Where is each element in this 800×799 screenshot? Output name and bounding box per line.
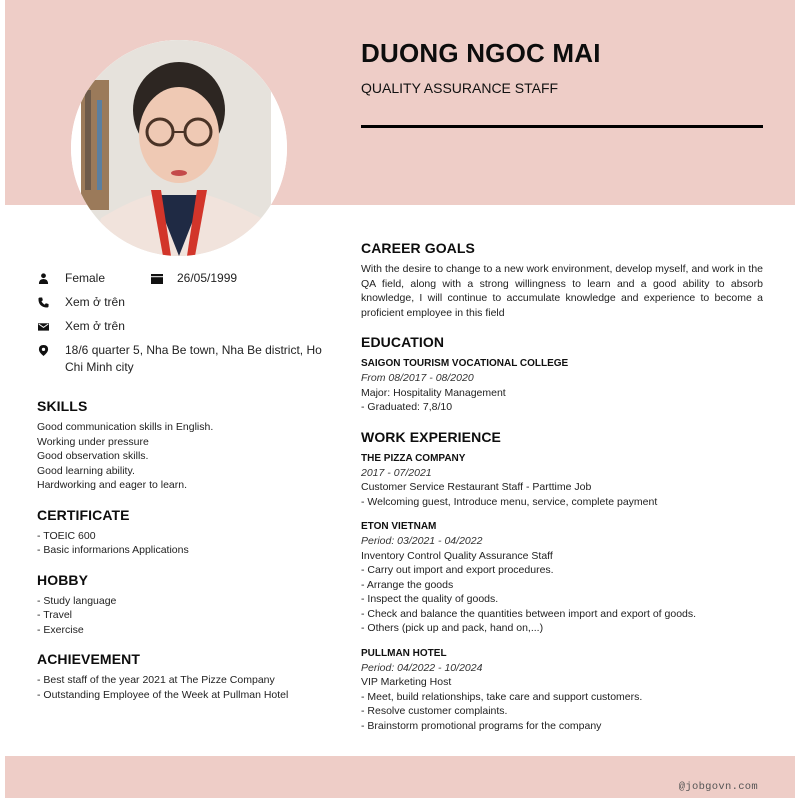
career-goals-text: With the desire to change to a new work environment, develop myself, and work in the QA field, along with a strong willingness to learn and a good ability to absorb knowledge, I will continue to accumulate knowledge and experience to become a proficient employee in this field: [361, 263, 763, 319]
school-name: SAIGON TOURISM VOCATIONAL COLLEGE: [361, 358, 569, 369]
profile-photo-illustration: [71, 40, 287, 256]
education-detail: Major: Hospitality Management: [361, 386, 506, 399]
certificate-section: [37, 507, 327, 558]
right-column: [361, 240, 763, 747]
career-goals-section: [361, 240, 763, 320]
skill-item: Good observation skills.: [37, 450, 149, 462]
hobby-item: - Travel: [37, 609, 73, 621]
contact-email: [37, 318, 327, 335]
work-period: Period: 04/2022 - 10/2024: [361, 661, 483, 674]
skills-heading: SKILLS: [37, 398, 88, 414]
education-heading: EDUCATION: [361, 334, 445, 350]
skills-section: [37, 398, 327, 493]
skill-item: Good communication skills in English.: [37, 421, 214, 433]
work-detail: - Welcoming guest, Introduce menu, service, complete payment: [361, 495, 658, 508]
work-detail: - Arrange the goods: [361, 578, 454, 591]
education-period: From 08/2017 - 08/2020: [361, 372, 474, 384]
left-column: [37, 270, 327, 716]
company-name: ETON VIETNAM: [361, 521, 437, 532]
education-entry: [361, 356, 763, 415]
work-detail: Customer Service Restaurant Staff - Parttime Job: [361, 481, 592, 493]
footer-band: [5, 756, 795, 798]
gender-value: Female: [65, 271, 106, 285]
watermark-text: @jobgovn.com: [678, 781, 758, 793]
hobby-list: [37, 594, 327, 638]
achievement-heading: ACHIEVEMENT: [37, 651, 140, 667]
work-entry: [361, 451, 763, 510]
achievement-item: - Best staff of the year 2021 at The Pizze Company: [37, 674, 275, 686]
work-period: 2017 - 07/2021: [361, 466, 432, 479]
title-divider: [361, 125, 763, 128]
phone-value: Xem ở trên: [65, 295, 125, 309]
skill-item: Working under pressure: [37, 435, 149, 448]
education-detail: - Graduated: 7,8/10: [361, 401, 453, 413]
skills-list: [37, 420, 327, 493]
work-detail: - Meet, build relationships, take care and support customers.: [361, 690, 643, 703]
contact-address: [37, 342, 327, 376]
certificate-item: - Basic informarions Applications: [37, 544, 189, 556]
work-entry: [361, 519, 763, 636]
hobby-item: - Study language: [37, 594, 117, 607]
work-entry: [361, 646, 763, 734]
work-experience-heading: WORK EXPERIENCE: [361, 428, 501, 445]
achievement-section: [37, 651, 327, 702]
education-section: [361, 334, 763, 415]
envelope-icon: [37, 318, 65, 335]
calendar-icon: [151, 274, 177, 284]
certificate-list: [37, 529, 327, 558]
skill-item: Good learning ability.: [37, 464, 135, 477]
hobby-section: [37, 572, 327, 638]
achievement-item: - Outstanding Employee of the Week at Pullman Hotel: [37, 688, 289, 701]
contact-phone: [37, 294, 327, 311]
certificate-item: - TOEIC 600: [37, 529, 96, 542]
work-detail: - Others (pick up and pack, hand on,...): [361, 622, 544, 634]
profile-photo: [71, 40, 287, 256]
phone-icon: [37, 294, 65, 311]
career-goals-heading: CAREER GOALS: [361, 240, 475, 256]
company-name: THE PIZZA COMPANY: [361, 452, 466, 464]
skill-item: Hardworking and eager to learn.: [37, 479, 188, 491]
candidate-name: DUONG NGOC MAI: [361, 38, 601, 68]
work-detail: - Check and balance the quantities between import and export of goods.: [361, 607, 697, 620]
work-detail: - Inspect the quality of goods.: [361, 593, 499, 605]
company-name: PULLMAN HOTEL: [361, 647, 447, 659]
person-icon: [37, 270, 65, 287]
hobby-item: - Exercise: [37, 623, 84, 636]
achievement-list: [37, 673, 327, 702]
contact-gender-birthday: [37, 270, 327, 287]
work-experience-section: [361, 429, 763, 734]
work-detail: VIP Marketing Host: [361, 676, 452, 688]
birthday-value: 26/05/1999: [177, 271, 238, 285]
work-period: Period: 03/2021 - 04/2022: [361, 535, 483, 547]
email-value: Xem ở trên: [65, 319, 125, 333]
work-detail: Inventory Control Quality Assurance Staff: [361, 549, 553, 562]
work-detail: - Carry out import and export procedures.: [361, 564, 554, 576]
contact-info: [37, 270, 327, 376]
work-detail: - Resolve customer complaints.: [361, 705, 508, 717]
work-detail: - Brainstorm promotional programs for the company: [361, 719, 602, 732]
location-pin-icon: [37, 342, 65, 359]
certificate-heading: CERTIFICATE: [37, 506, 130, 523]
hobby-heading: HOBBY: [37, 571, 89, 588]
job-title: QUALITY ASSURANCE STAFF: [361, 80, 559, 96]
address-value: 18/6 quarter 5, Nha Be town, Nha Be district, Ho Chi Minh city: [65, 343, 322, 374]
